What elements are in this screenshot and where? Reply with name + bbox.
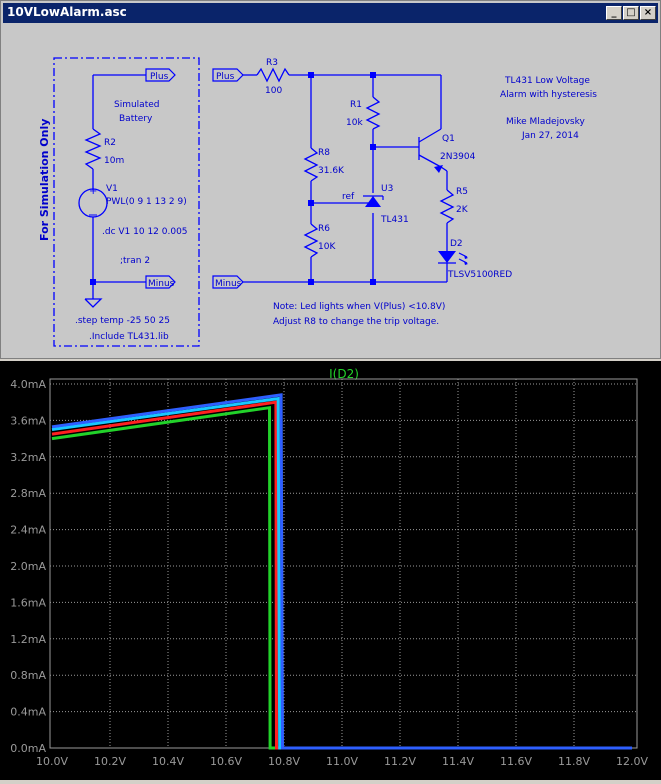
schematic-canvas[interactable] — [1, 25, 661, 360]
r5-name: R5 — [456, 187, 468, 197]
y-tick-label: 0.4mA — [10, 705, 46, 719]
y-tick-label: 4.0mA — [10, 378, 46, 391]
window-title: 10VLowAlarm.asc — [7, 5, 127, 19]
v1-value: PWL(0 9 1 13 2 9) — [106, 197, 187, 207]
u3-ref-pin: ref — [342, 192, 355, 202]
d2-value: TLSV5100RED — [448, 270, 513, 280]
y-tick-label: 1.2mA — [10, 632, 46, 646]
x-tick-label: 10.8V — [267, 755, 301, 768]
tran-directive: ;tran 2 — [120, 256, 151, 266]
r8-name: R8 — [318, 148, 330, 158]
step-directive: .step temp -25 50 25 — [75, 316, 170, 326]
x-tick-label: 11.0V — [325, 755, 359, 768]
x-tick-label: 10.4V — [151, 755, 185, 768]
dc-directive: .dc V1 10 12 0.005 — [102, 227, 188, 237]
sim-only-label: For Simulation Only — [38, 118, 51, 241]
r8-value: 31.6K — [318, 166, 344, 176]
plus-label-main: Plus — [216, 72, 235, 82]
minus-label-battery: Minus — [148, 279, 175, 289]
x-tick-label: 11.8V — [557, 755, 591, 768]
y-tick-label: 0.0mA — [10, 742, 46, 755]
r1-value: 10k — [346, 118, 363, 128]
include-directive: .Include TL431.lib — [89, 332, 169, 342]
x-tick-label: 11.4V — [441, 755, 475, 768]
y-tick-label: 0.8mA — [10, 669, 46, 683]
x-tick-label: 11.6V — [499, 755, 533, 768]
r6-value: 10K — [318, 242, 336, 252]
plus-label-battery: Plus — [150, 72, 169, 82]
r2-name: R2 — [104, 138, 116, 148]
r5-value: 2K — [456, 205, 468, 215]
y-tick-label: 1.6mA — [10, 596, 46, 610]
battery-label-2: Battery — [119, 114, 153, 124]
close-button[interactable]: × — [640, 6, 656, 20]
plot-window[interactable] — [0, 361, 661, 780]
battery-label-1: Simulated — [114, 100, 160, 110]
minimize-button[interactable]: _ — [606, 6, 622, 20]
maximize-button[interactable]: □ — [623, 6, 639, 20]
schematic-window — [0, 0, 661, 359]
q1-value: 2N3904 — [440, 152, 476, 162]
circuit-title-2: Alarm with hysteresis — [500, 90, 598, 100]
date: Jan 27, 2014 — [522, 131, 579, 141]
trace-label[interactable]: I(D2) — [329, 367, 359, 381]
author: Mike Mladejovsky — [506, 117, 585, 127]
u3-value: TL431 — [381, 215, 409, 225]
r1-name: R1 — [350, 100, 362, 110]
y-tick-label: 3.6mA — [10, 414, 46, 428]
note-line-2: Adjust R8 to change the trip voltage. — [273, 317, 440, 327]
y-tick-label: 2.0mA — [10, 560, 46, 573]
v1-name: V1 — [106, 184, 118, 194]
y-tick-label: 2.8mA — [10, 487, 46, 501]
x-tick-label: 10.6V — [209, 755, 243, 768]
circuit-title-1: TL431 Low Voltage — [505, 76, 590, 86]
q1-name: Q1 — [442, 134, 455, 144]
r3-name: R3 — [266, 58, 278, 68]
note-line-1: Note: Led lights when V(Plus) <10.8V) — [273, 302, 446, 312]
x-tick-label: 10.2V — [93, 755, 127, 768]
plot-frame — [50, 379, 637, 748]
minus-label-main: Minus — [215, 279, 242, 289]
u3-name: U3 — [381, 184, 394, 194]
d2-name: D2 — [450, 239, 463, 249]
r3-value: 100 — [265, 86, 283, 96]
svg-text:+: + — [89, 186, 98, 197]
r6-name: R6 — [318, 224, 330, 234]
x-tick-label: 10.0V — [35, 755, 69, 768]
y-tick-label: 2.4mA — [10, 523, 46, 537]
x-tick-label: 12.0V — [615, 755, 649, 768]
schematic-titlebar[interactable] — [3, 3, 658, 23]
plot-canvas[interactable] — [0, 361, 661, 780]
r2-value: 10m — [104, 156, 125, 166]
y-tick-label: 3.2mA — [10, 450, 46, 464]
x-tick-label: 11.2V — [383, 755, 417, 768]
